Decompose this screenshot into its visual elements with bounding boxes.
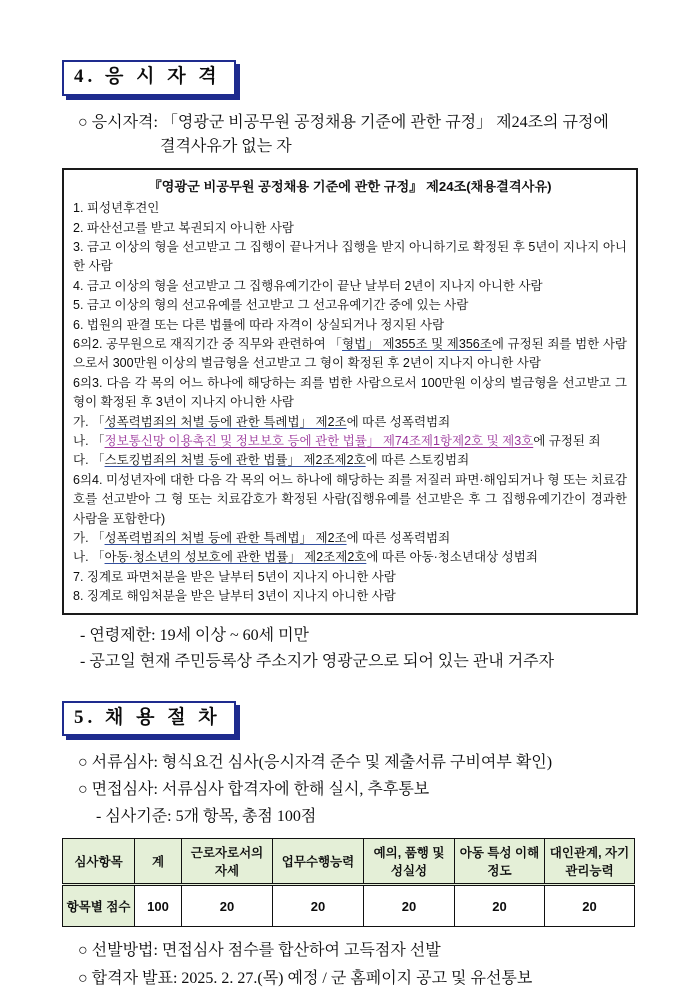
clause-text: 6. 법원의 판결 또는 다른 법률에 따라 자격이 상실되거나 정지된 사람 [73, 317, 445, 332]
clause-text: 6의3. 다음 각 목의 어느 하나에 해당하는 죄를 범한 사람으로서 100만원 이상의 벌금형을 선고받고 그 형이 확정된 후 3년이 지나지 아니한 사람 [73, 375, 627, 410]
clause-text: 에 규정된 죄 [533, 434, 601, 449]
clause-text: 가. 「 [73, 414, 105, 429]
clause-line [73, 374, 627, 413]
qualification-intro [62, 111, 638, 159]
clause-text: 2. 파산선고를 받고 복권되지 아니한 사람 [73, 220, 294, 235]
law-reference-link[interactable]: 아동·청소년의 성보호에 관한 법률」 제2조제2호 [104, 550, 367, 565]
age-limit-note: - 연령제한: 19세 이상 ~ 60세 미만 [80, 626, 309, 644]
table-header-cell: 업무수행능력 [273, 839, 364, 885]
clause-text: 나. 「 [73, 550, 105, 565]
clause-line [73, 316, 627, 335]
selection-method-bullet: ○ 선발방법: 면접심사 점수를 합산하여 고득점자 선발 [78, 942, 441, 960]
clause-text: 6의4. 미성년자에 대한 다음 각 목의 어느 하나에 해당하는 죄를 저질러 파면·해임되거나 형 또는 치료감호를 선고받아 그 형 또는 치료감호가 확정된 사람(집행유예를 선고받은 후 그 집행유예기간이 경과한 사람을 포함한다) [73, 472, 627, 526]
clause-line [73, 529, 627, 548]
qualification-intro-line1: ○ 응시자격: 「영광군 비공무원 공정채용 기준에 관한 규정」 제24조의 규정에 [78, 113, 609, 131]
clause-line [73, 413, 627, 432]
clause-line [73, 335, 627, 374]
qualification-notes [62, 623, 638, 675]
criteria-bullet: - 심사기준: 5개 항목, 총점 100점 [96, 808, 317, 826]
table-header-cell: 근로자로서의 자세 [182, 839, 273, 885]
evaluation-criteria-table [62, 838, 635, 927]
table-header-row [63, 839, 635, 885]
clause-line [73, 548, 627, 567]
clause-line [73, 568, 627, 587]
clause-line [73, 587, 627, 606]
procedure-bullets [62, 749, 638, 830]
clause-text: 에 따른 성폭력범죄 [346, 414, 451, 429]
result-announcement-bullet: ○ 합격자 발표: 2025. 2. 27.(목) 예정 / 군 홈페이지 공고 및 유선통보 [78, 970, 533, 988]
clause-line [73, 219, 627, 238]
clause-text: 에 따른 아동·청소년대상 성범죄 [366, 550, 538, 565]
clause-text: 5. 금고 이상의 형의 선고유예를 선고받고 그 선고유예기간 중에 있는 사람 [73, 298, 469, 313]
law-reference-link[interactable]: 정보통신망 이용촉진 및 정보보호 등에 관한 법률」 제74조제1항제2호 및 제3호 [104, 434, 534, 449]
table-header-cell: 아동 특성 이해정도 [455, 839, 545, 885]
clause-line [73, 471, 627, 529]
interview-bullet: ○ 면접심사: 서류심사 합격자에 한해 실시, 추후통보 [78, 781, 430, 799]
clause-text: 에 따른 스토킹범죄 [365, 453, 470, 468]
score-cell: 20 [182, 885, 273, 927]
score-cell: 20 [545, 885, 635, 927]
disqualification-regulation-box [62, 168, 638, 615]
law-reference-link[interactable]: 형법」 제355조 및 제356조 [342, 337, 492, 351]
clause-text: 7. 징계로 파면처분을 받은 날부터 5년이 지나지 아니한 사람 [73, 569, 396, 584]
clause-text: 8. 징계로 해임처분을 받은 날부터 3년이 지나지 아니한 사람 [73, 589, 396, 604]
document-review-bullet: ○ 서류심사: 형식요건 심사(응시자격 준수 및 제출서류 구비여부 확인) [78, 754, 553, 772]
law-reference-link[interactable]: 성폭력범죄의 처벌 등에 관한 특례법」 제2조 [104, 531, 347, 546]
result-bullets [62, 937, 638, 993]
clause-line [73, 199, 627, 218]
regulation-box-title: 『영광군 비공무원 공정채용 기준에 관한 규정』 제24조(채용결격사유) [148, 178, 552, 194]
law-reference-link[interactable]: 성폭력범죄의 처벌 등에 관한 특례법」 제2조 [104, 414, 347, 429]
table-header-cell: 대인관계, 자기관리능력 [545, 839, 635, 885]
clause-line [73, 277, 627, 296]
clause-line [73, 432, 627, 451]
section-5-title: 5. 채 용 절 차 [74, 706, 221, 728]
table-header-cell: 계 [135, 839, 182, 885]
clause-text: 다. 「 [73, 453, 105, 468]
section-5-header [62, 701, 236, 737]
clause-line [73, 451, 627, 470]
clause-text: 나. 「 [73, 434, 105, 449]
clause-line [73, 296, 627, 315]
section-4-header [62, 60, 236, 96]
table-score-row [63, 885, 635, 927]
qualification-intro-line2: 결격사유가 없는 자 [160, 137, 292, 155]
section-4-title: 4. 응 시 자 격 [74, 66, 221, 87]
law-reference-link[interactable]: 스토킹범죄의 처벌 등에 관한 법률」 제2조제2호 [104, 453, 366, 468]
score-cell: 20 [455, 885, 545, 927]
residency-note: - 공고일 현재 주민등록상 주소지가 영광군으로 되어 있는 관내 거주자 [80, 652, 555, 670]
clause-text: 1. 피성년후견인 [73, 201, 160, 216]
clause-text: 4. 금고 이상의 형을 선고받고 그 집행유예기간이 끝난 날부터 2년이 지나지 아니한 사람 [73, 278, 543, 293]
score-cell: 100 [135, 885, 182, 927]
clause-text: 가. 「 [73, 531, 105, 546]
clause-text: 에 규정된 죄를 범한 사람으로서 300만원 이상의 벌금형을 선고받고 그 형이 확정된 후 2년이 지나지 아니한 사람 [73, 337, 627, 371]
table-header-cell: 예의, 품행 및 성실성 [364, 839, 455, 885]
score-row-label: 항목별 점수 [63, 885, 135, 927]
score-cell: 20 [364, 885, 455, 927]
clause-text: 6의2. 공무원으로 재직기간 중 직무와 관련하여 「 [73, 337, 342, 351]
table-header-cell: 심사항목 [63, 839, 135, 885]
clause-text: 에 따른 성폭력범죄 [346, 531, 451, 546]
clause-text: 3. 금고 이상의 형을 선고받고 그 집행이 끝나거나 집행을 받지 아니하기로 확정된 후 5년이 지나지 아니한 사람 [73, 239, 627, 274]
clause-line [73, 238, 627, 277]
score-cell: 20 [273, 885, 364, 927]
